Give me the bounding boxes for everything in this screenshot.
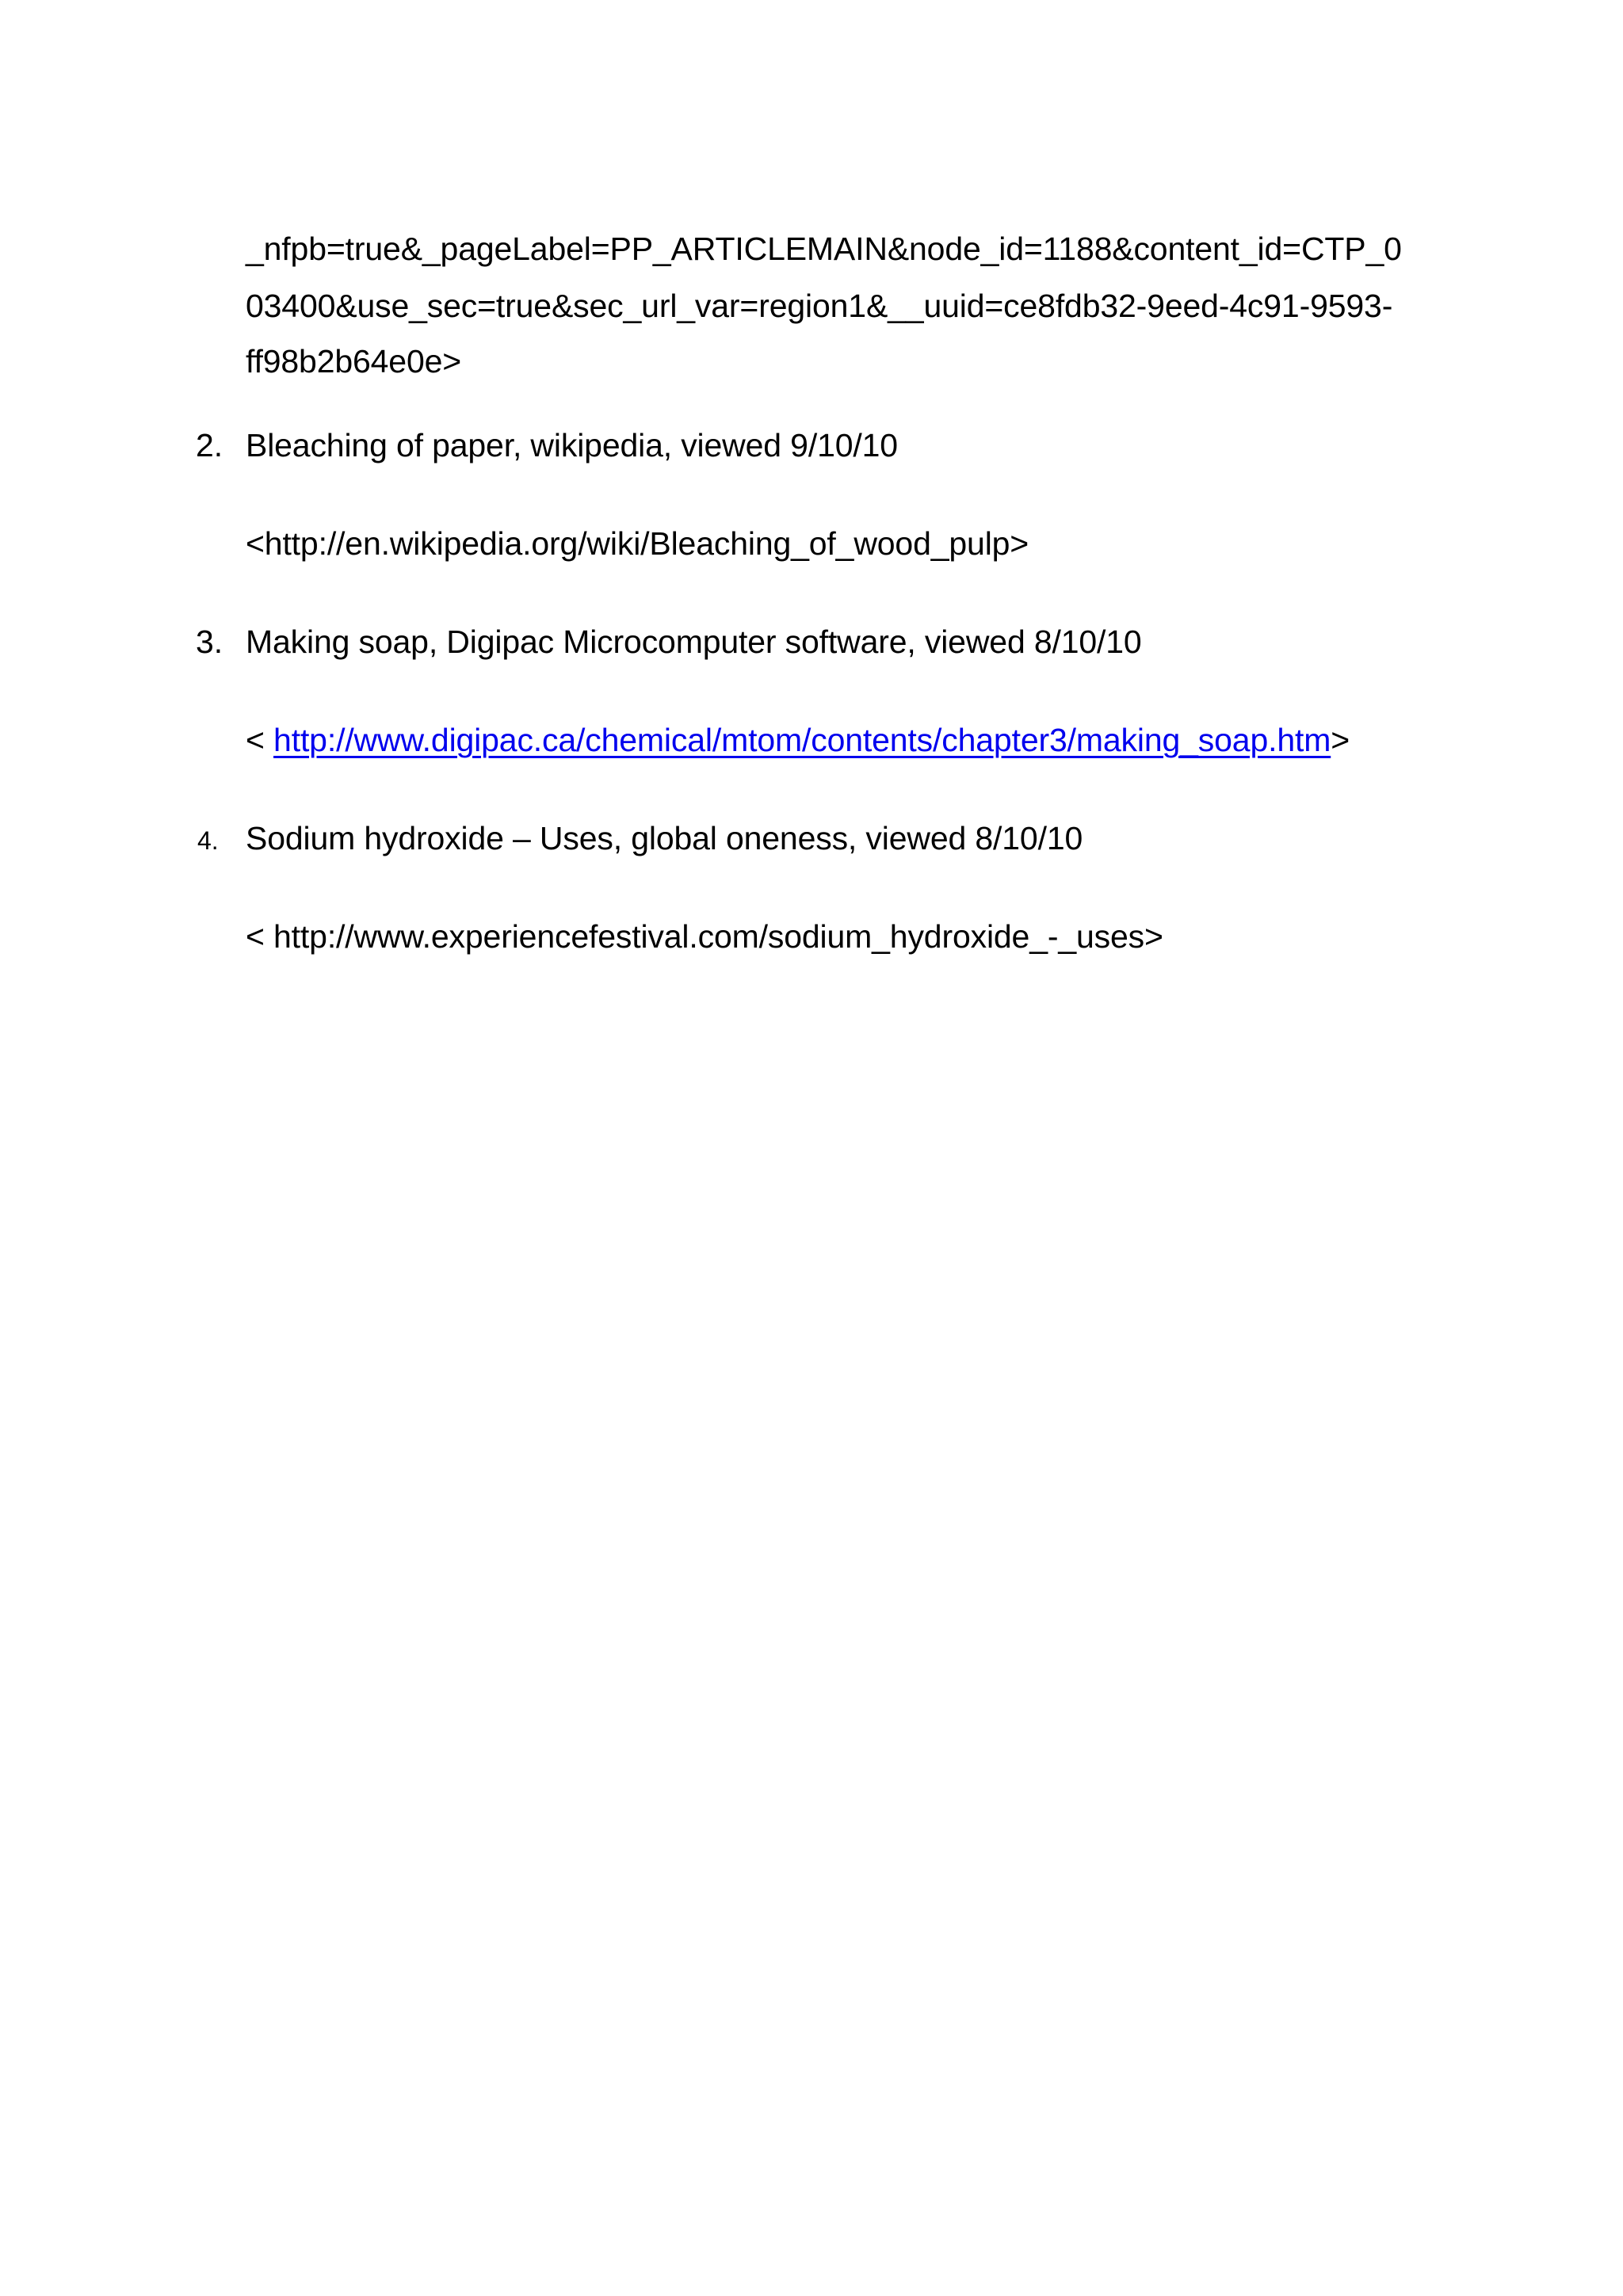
- reference-1-url-line-1: _nfpb=true&_pageLabel=PP_ARTICLEMAIN&node_id=1188&content_id=CTP_0: [246, 231, 1402, 267]
- reference-2-url: <http://en.wikipedia.org/wiki/Bleaching_of_wood_pulp>: [246, 525, 1029, 562]
- reference-3-url-prefix: <: [246, 722, 274, 758]
- reference-4-url: < http://www.experiencefestival.com/sodium_hydroxide_-_uses>: [246, 918, 1163, 955]
- reference-2-title: Bleaching of paper, wikipedia, viewed 9/10/10: [246, 427, 898, 463]
- reference-3-url-suffix: >: [1331, 722, 1350, 758]
- reference-2-number: 2.: [196, 427, 223, 463]
- reference-1-url-line-2: 03400&use_sec=true&sec_url_var=region1&__uuid=ce8fdb32-9eed-4c91-9593-: [246, 288, 1393, 324]
- reference-4-number: 4.: [197, 826, 219, 855]
- reference-3-title: Making soap, Digipac Microcomputer software, viewed 8/10/10: [246, 624, 1142, 660]
- reference-3-url-line: [246, 721, 1350, 759]
- reference-4-title: Sodium hydroxide – Uses, global oneness, viewed 8/10/10: [246, 820, 1083, 856]
- reference-3-url-link[interactable]: http://www.digipac.ca/chemical/mtom/contents/chapter3/making_soap.htm: [273, 722, 1331, 758]
- reference-3-number: 3.: [196, 624, 223, 660]
- reference-1-url-line-3: ff98b2b64e0e>: [246, 343, 462, 379]
